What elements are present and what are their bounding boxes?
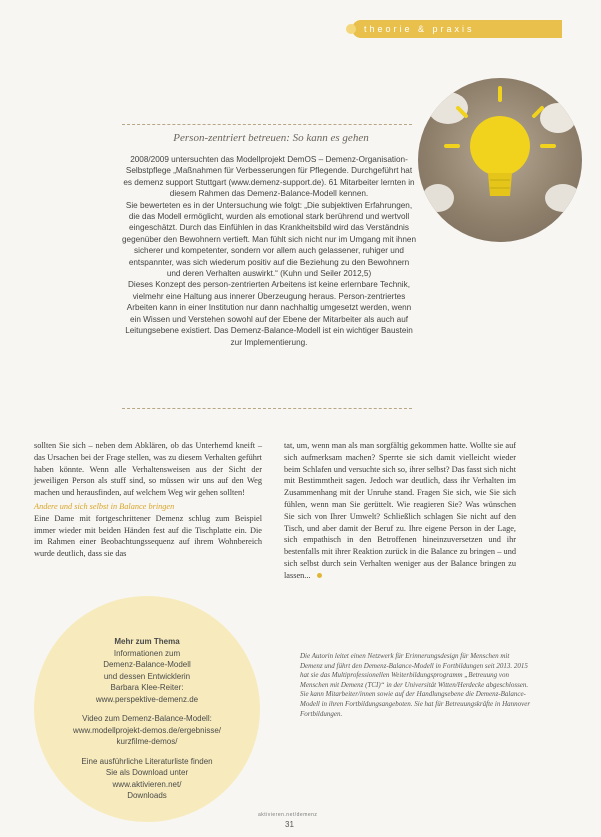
- info-line: und dessen Entwicklerin: [103, 671, 191, 681]
- info-link[interactable]: www.modellprojekt-demos.de/ergebnisse/: [72, 725, 222, 735]
- author-note: [300, 652, 532, 719]
- page-number: 31: [285, 820, 294, 829]
- info-line: Eine ausführliche Literaturliste finden: [81, 756, 213, 766]
- info-line: Informationen zum: [113, 648, 181, 658]
- info-heading: Mehr zum Thema: [114, 637, 180, 646]
- column-right: [284, 440, 516, 582]
- author-note-text: Die Autorin leitet einen Netzwerk für Erinnerungsdesign für Menschen mit Demenz und führt den Demenz-Balance-Modell in Fortbildungen seit 2013. 2015 hat sie das Multiprofessionellen Weiterbildungsprogramm „Betreuung von Menschen mit Demenz (TCI)“ in der Universität Witten/Herdecke abgeschlossen. Sie kann Mitarbeiter/innen sowie auf der Handlungsebene die Demenz-Balance-Modell in ihren Fortbildungsangeboten. Sie hat für Betreuungskräfte in Hannover Fortbildungen.: [300, 652, 531, 718]
- column-left: [34, 440, 262, 560]
- body-paragraph: tat, um, wenn man als man sorgfältig gekommen hatte. Wollte sie auf sich aufmerksam machen? Sperrte sie sich damit vielleicht wieder beim Schlafen und versuchte sich so, ihrer selbst? Das fasst sich nicht mit Bestimmtheit sagen. Jedoch war deutlich, dass ihr Verhalten im Zusammenhang mit der Unruhe stand. Fragen Sie sich, wie Sie sich fühlen, wenn man Sie gerüttelt. Wie reagieren Sie? Was wünschen Sie sich von Ihrer Umwelt? Schließlich schlagen Sie nicht auf den Tisch, und aber damit der Beruf zu. Ihre eigene Person in der Lage, sich empathisch in den Betroffenen hineinzuversetzen und ihr bestenfalls mit ihrer Reaktion zurück in die Balance zu bringen – und sich selbst durch sein Verhalten weniger aus der Balance bringen zu lassen...: [284, 441, 516, 580]
- lightbulb-icon: [418, 78, 582, 242]
- body-paragraph: Eine Dame mit fortgeschrittener Demenz schlug zum Beispiel immer wieder mit beiden Händen fest auf die Tischplatte ein. Die im Rahmen einer Beobachtungssequenz auf ihrem Wohnbereich wurde deutlich, dass sie das: [34, 513, 262, 559]
- info-line: Sie als Download unter: [105, 768, 189, 777]
- box-body: [122, 154, 416, 348]
- footer-url: aktivieren.net/demenz: [258, 812, 318, 818]
- box-bottom-rule: [122, 408, 412, 409]
- header-dot: [346, 24, 356, 34]
- info-line: Demenz-Balance-Modell: [103, 660, 191, 669]
- box-paragraph: Dieses Konzept des person-zentrierten Arbeitens ist keine erlernbare Technik, vielmehr eine Haltung aus innerer Überzeugung heraus. Person-zentriertes Arbeiten kann in einer Institution nur dann nachhaltig umgesetzt werden, wenn ein Wissen und Verstehen sowohl auf der Ebene der Mitarbeiter als auch auf Leitungsebene existiert. Das Demenz-Balance-Modell ist ein wichtiger Baustein zur Implementierung.: [125, 280, 413, 347]
- sidebar-box-article: [122, 108, 430, 410]
- body-paragraph: sollten Sie sich – neben dem Abklären, ob das Unterhemd kneift – das Ursachen bei der Frage stellen, was zu diesem Verhalten geführt haben könnte. Wenn alle Verhaltensweisen aus der Sicht der jeweiligen Person als stuff sind, so müssen wir uns auf den Weg machen und herausfinden, auf welchem Weg wir gehen sollten!: [34, 441, 262, 498]
- more-info-circle: [34, 596, 260, 822]
- box-paragraph: 2008/2009 untersuchten das Modellprojekt DemOS – Demenz-Organisation-Selbstpflege „Maßnahmen für Verbesserungen für Pflegende. Durchgeführt hat es demenz support Stuttgart (www.demenz-support.de). 61 Mitarbeiter lernten in diesem Rahmen das Demenz-Balance-Modell kennen.: [123, 155, 415, 199]
- article-end-mark: [317, 573, 322, 578]
- info-link[interactable]: kurzfilme-demos/: [116, 737, 178, 746]
- info-link[interactable]: www.aktivieren.net/: [112, 779, 182, 789]
- info-link[interactable]: www.perspektive-demenz.de: [95, 694, 199, 704]
- info-link[interactable]: Downloads: [127, 791, 167, 800]
- info-line: Video zum Demenz-Balance-Modell:: [82, 714, 212, 723]
- section-label: theorie & praxis: [364, 24, 475, 34]
- box-title: Person-zentriert betreuen: So kann es gehen: [173, 132, 369, 144]
- section-subhead: Andere und sich selbst in Balance bringen: [34, 501, 175, 511]
- info-line: Barbara Klee-Reiter:: [110, 683, 184, 692]
- box-paragraph: Sie bewerteten es in der Untersuchung wie folgt: „Die subjektiven Erfahrungen, die das Modell ermöglicht, wurden als emotional stark berührend und wertvoll eingeschätzt. Durch das Einfühlen in das Krankheitsbild wird das Verständnis gegenüber den Bewohnern vertieft. Man fühlt sich nicht nur im Umgang mit ihnen sicherer und kompetenter, sondern vor allem auch gelassener, ruhiger und entspannter, was sich wiederum positiv auf die Beziehung zu den Bewohnern und deren Verhalten auswirkt.“ (Kuhn und Seiler 2012,5): [122, 200, 417, 279]
- section-header-tab: [352, 20, 562, 38]
- lightbulb-photo: [418, 78, 582, 242]
- box-top-rule: [122, 124, 412, 125]
